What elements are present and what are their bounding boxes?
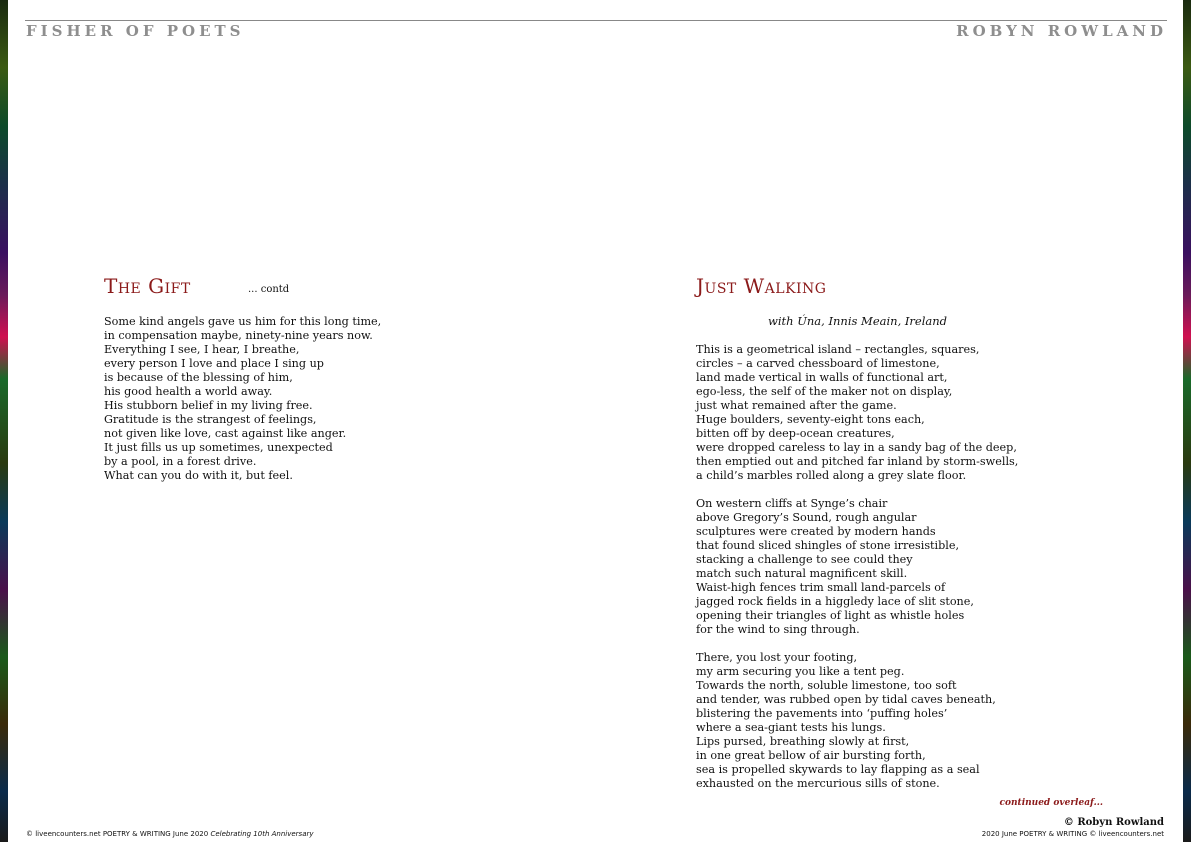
poem-line: ego-less, the self of the maker not on display, <box>696 385 953 398</box>
left-decorative-border <box>0 0 8 842</box>
right-poem-title: Just Walking <box>696 274 827 298</box>
poem-line: Some kind angels gave us him for this long time, <box>104 315 382 328</box>
poem-line: land made vertical in walls of functional art, <box>696 371 948 384</box>
poem-stanza <box>696 497 1018 637</box>
right-poem-dedication: with Úna, Innis Meain, Ireland <box>768 314 948 328</box>
poem-stanza <box>696 343 1018 483</box>
footer-left <box>26 830 314 838</box>
running-header-left: FISHER OF POETS <box>26 22 245 40</box>
poem-line: in compensation maybe, ninety-nine years now. <box>104 329 373 342</box>
poem-line: blistering the pavements into ‘puffing holes’ <box>696 707 948 720</box>
poem-line: It just fills us up sometimes, unexpected <box>104 441 333 454</box>
poem-line: that found sliced shingles of stone irresistible, <box>696 539 960 552</box>
poem-line: stacking a challenge to see could they <box>696 553 913 566</box>
poem-line: in one great bellow of air bursting forth, <box>696 749 926 762</box>
footer-left-text: © liveencounters.net POETRY & WRITING June 2020 <box>26 830 211 838</box>
poem-line: His stubborn belief in my living free. <box>104 399 313 412</box>
left-poem-title: The Gift <box>104 274 191 298</box>
poem-line: match such natural magnificent skill. <box>696 567 908 580</box>
poem-line: bitten off by deep-ocean creatures, <box>696 427 895 440</box>
poem-line: On western cliffs at Synge’s chair <box>696 497 888 510</box>
poem-line: Huge boulders, seventy-eight tons each, <box>696 413 925 426</box>
right-decorative-border <box>1183 0 1191 842</box>
footer-right: 2020 June POETRY & WRITING © liveencounters.net <box>981 830 1164 838</box>
footer-left-anniversary: Celebrating 10th Anniversary <box>210 830 314 838</box>
poem-line: sculptures were created by modern hands <box>696 525 936 538</box>
poem-line: exhausted on the mercurious sills of stone. <box>696 777 940 790</box>
poem-line: were dropped careless to lay in a sandy bag of the deep, <box>696 441 1017 454</box>
poem-line: for the wind to sing through. <box>696 623 860 636</box>
running-header-right: ROBYN ROWLAND <box>956 22 1167 40</box>
poem-line: What can you do with it, but feel. <box>104 469 293 482</box>
poem-stanza <box>696 651 1018 791</box>
right-poem-body <box>696 343 1018 805</box>
poem-line: by a pool, in a forest drive. <box>104 455 257 468</box>
poem-line: Everything I see, I hear, I breathe, <box>104 343 300 356</box>
poem-line: This is a geometrical island – rectangles, squares, <box>696 343 980 356</box>
poem-line: his good health a world away. <box>104 385 273 398</box>
continued-overleaf-note: continued overleaf... <box>999 798 1103 808</box>
poem-line: a child’s marbles rolled along a grey slate floor. <box>696 469 967 482</box>
poem-line: not given like love, cast against like anger. <box>104 427 347 440</box>
poem-line: above Gregory’s Sound, rough angular <box>696 511 917 524</box>
poem-line: circles – a carved chessboard of limestone, <box>696 357 940 370</box>
left-poem-body <box>104 315 381 497</box>
poem-line: Towards the north, soluble limestone, too soft <box>696 679 957 692</box>
left-poem-contd: ... contd <box>248 284 290 295</box>
poem-line: Lips pursed, breathing slowly at first, <box>696 735 910 748</box>
header-rule <box>25 20 1167 21</box>
poem-line: just what remained after the game. <box>696 399 897 412</box>
poem-line: then emptied out and pitched far inland by storm-swells, <box>696 455 1019 468</box>
copyright-author: © Robyn Rowland <box>1063 817 1164 828</box>
poem-line: is because of the blessing of him, <box>104 371 293 384</box>
poem-line: Gratitude is the strangest of feelings, <box>104 413 317 426</box>
poem-line: jagged rock fields in a higgledy lace of slit stone, <box>696 595 974 608</box>
poem-line: Waist-high fences trim small land-parcels of <box>696 581 946 594</box>
poem-line: my arm securing you like a tent peg. <box>696 665 905 678</box>
poem-line: opening their triangles of light as whistle holes <box>696 609 965 622</box>
poem-stanza <box>104 315 381 483</box>
poem-line: There, you lost your footing, <box>696 651 858 664</box>
poem-line: sea is propelled skywards to lay flapping as a seal <box>696 763 980 776</box>
poem-line: where a sea-giant tests his lungs. <box>696 721 886 734</box>
poem-line: every person I love and place I sing up <box>104 357 324 370</box>
poem-line: and tender, was rubbed open by tidal caves beneath, <box>696 693 996 706</box>
